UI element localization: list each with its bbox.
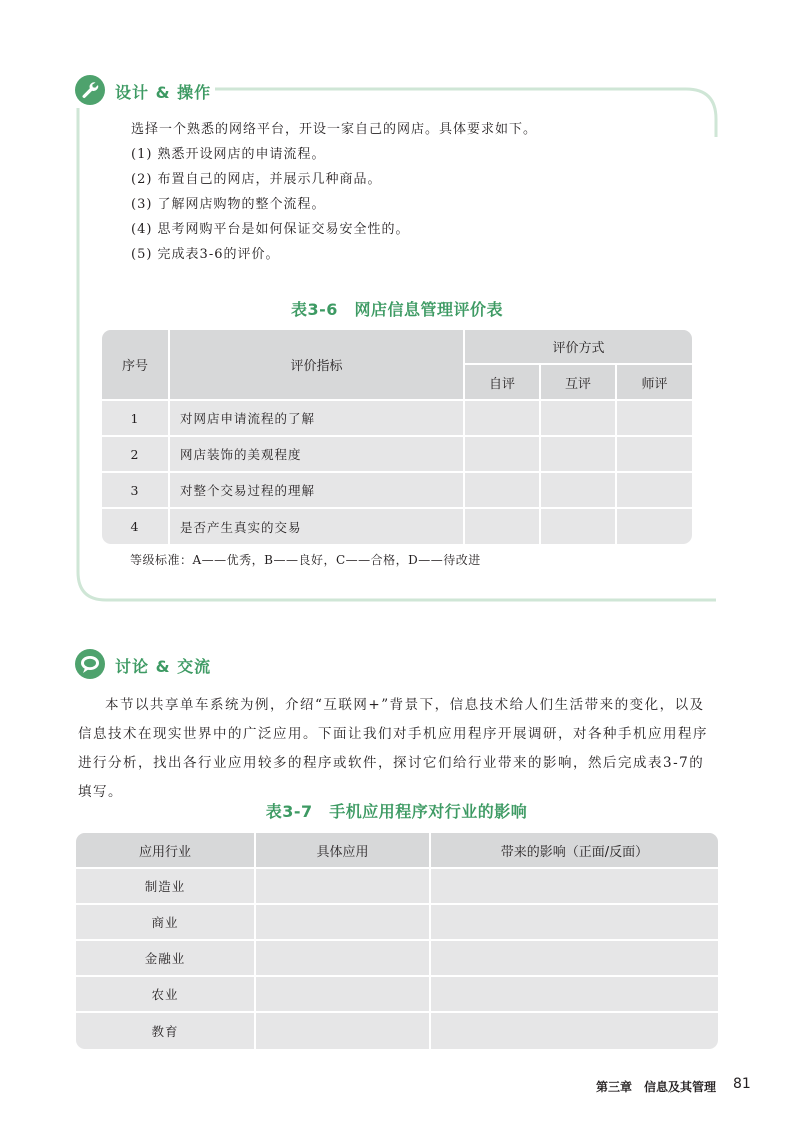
table-row: [76, 977, 718, 1013]
cell-peer[interactable]: [541, 473, 617, 509]
row-indicator: 网店装饰的美观程度: [170, 437, 465, 473]
cell-apps[interactable]: [256, 869, 431, 905]
task-item-5: (5) 完成表3-6的评价。: [131, 247, 280, 262]
row-num: 3: [102, 473, 170, 509]
cell-peer[interactable]: [541, 401, 617, 437]
header-self: 自评: [465, 365, 541, 401]
row-num: 1: [102, 401, 170, 437]
row-industry: 农业: [76, 977, 256, 1013]
cell-self[interactable]: [465, 401, 541, 437]
table-row: [102, 509, 692, 544]
cell-peer[interactable]: [541, 509, 617, 544]
header-impact: 带来的影响（正面/反面）: [431, 833, 718, 869]
footer-chapter: 第三章 信息及其管理: [596, 1080, 717, 1094]
cell-impact[interactable]: [431, 977, 718, 1013]
cell-teacher[interactable]: [617, 401, 692, 437]
header-method: 评价方式: [465, 330, 692, 365]
section-title-design: 设计 & 操作: [115, 83, 212, 102]
task-item-3: (3) 了解网店购物的整个流程。: [131, 197, 326, 212]
cell-apps[interactable]: [256, 977, 431, 1013]
cell-teacher[interactable]: [617, 437, 692, 473]
cell-self[interactable]: [465, 437, 541, 473]
row-industry: 商业: [76, 905, 256, 941]
table-3-6: [102, 330, 692, 544]
table-row: [76, 1013, 718, 1049]
row-num: 2: [102, 437, 170, 473]
wrench-icon: [75, 75, 105, 105]
cell-teacher[interactable]: [617, 509, 692, 544]
cell-peer[interactable]: [541, 437, 617, 473]
discussion-paragraph: 本节以共享单车系统为例，介绍“互联网+”背景下，信息技术给人们生活带来的变化，以及信息技术在现实世界中的广泛应用。下面让我们对手机应用程序开展调研，对各种手机应用程序进行分析，找出各行业应用较多的程序或软件，探讨它们给行业带来的影响，然后完成表3-7的填写。: [78, 697, 708, 800]
row-industry: 金融业: [76, 941, 256, 977]
row-indicator: 是否产生真实的交易: [170, 509, 465, 544]
cell-self[interactable]: [465, 509, 541, 544]
section-title-discussion: 讨论 & 交流: [115, 657, 212, 676]
cell-teacher[interactable]: [617, 473, 692, 509]
task-intro: 选择一个熟悉的网络平台，开设一家自己的网店。具体要求如下。: [131, 122, 538, 137]
row-num: 4: [102, 509, 170, 544]
table-row: [102, 401, 692, 437]
row-indicator: 对整个交易过程的理解: [170, 473, 465, 509]
cell-impact[interactable]: [431, 941, 718, 977]
grade-note: 等级标准：A——优秀，B——良好，C——合格，D——待改进: [130, 553, 481, 567]
table-row: [76, 869, 718, 905]
table-3-7: [76, 833, 718, 1049]
table-row: [76, 905, 718, 941]
table-row: [102, 473, 692, 509]
table-3-6-title: 表3-6 网店信息管理评价表: [291, 300, 503, 319]
speech-bubble-icon: [75, 649, 105, 679]
cell-apps[interactable]: [256, 941, 431, 977]
task-item-1: (1) 熟悉开设网店的申请流程。: [131, 147, 326, 162]
row-indicator: 对网店申请流程的了解: [170, 401, 465, 437]
table-3-7-title: 表3-7 手机应用程序对行业的影响: [265, 802, 528, 821]
header-num: 序号: [102, 330, 170, 401]
cell-impact[interactable]: [431, 1013, 718, 1049]
header-teacher: 师评: [617, 365, 692, 401]
cell-impact[interactable]: [431, 869, 718, 905]
task-item-2: (2) 布置自己的网店，并展示几种商品。: [131, 172, 382, 187]
cell-apps[interactable]: [256, 905, 431, 941]
task-item-4: (4) 思考网购平台是如何保证交易安全性的。: [131, 222, 410, 237]
table-row: [76, 941, 718, 977]
header-apps: 具体应用: [256, 833, 431, 869]
header-indicator: 评价指标: [170, 330, 465, 401]
page-number: 81: [733, 1076, 751, 1092]
header-peer: 互评: [541, 365, 617, 401]
cell-apps[interactable]: [256, 1013, 431, 1049]
table-row: [102, 437, 692, 473]
cell-impact[interactable]: [431, 905, 718, 941]
cell-self[interactable]: [465, 473, 541, 509]
row-industry: 教育: [76, 1013, 256, 1049]
header-industry: 应用行业: [76, 833, 256, 869]
row-industry: 制造业: [76, 869, 256, 905]
